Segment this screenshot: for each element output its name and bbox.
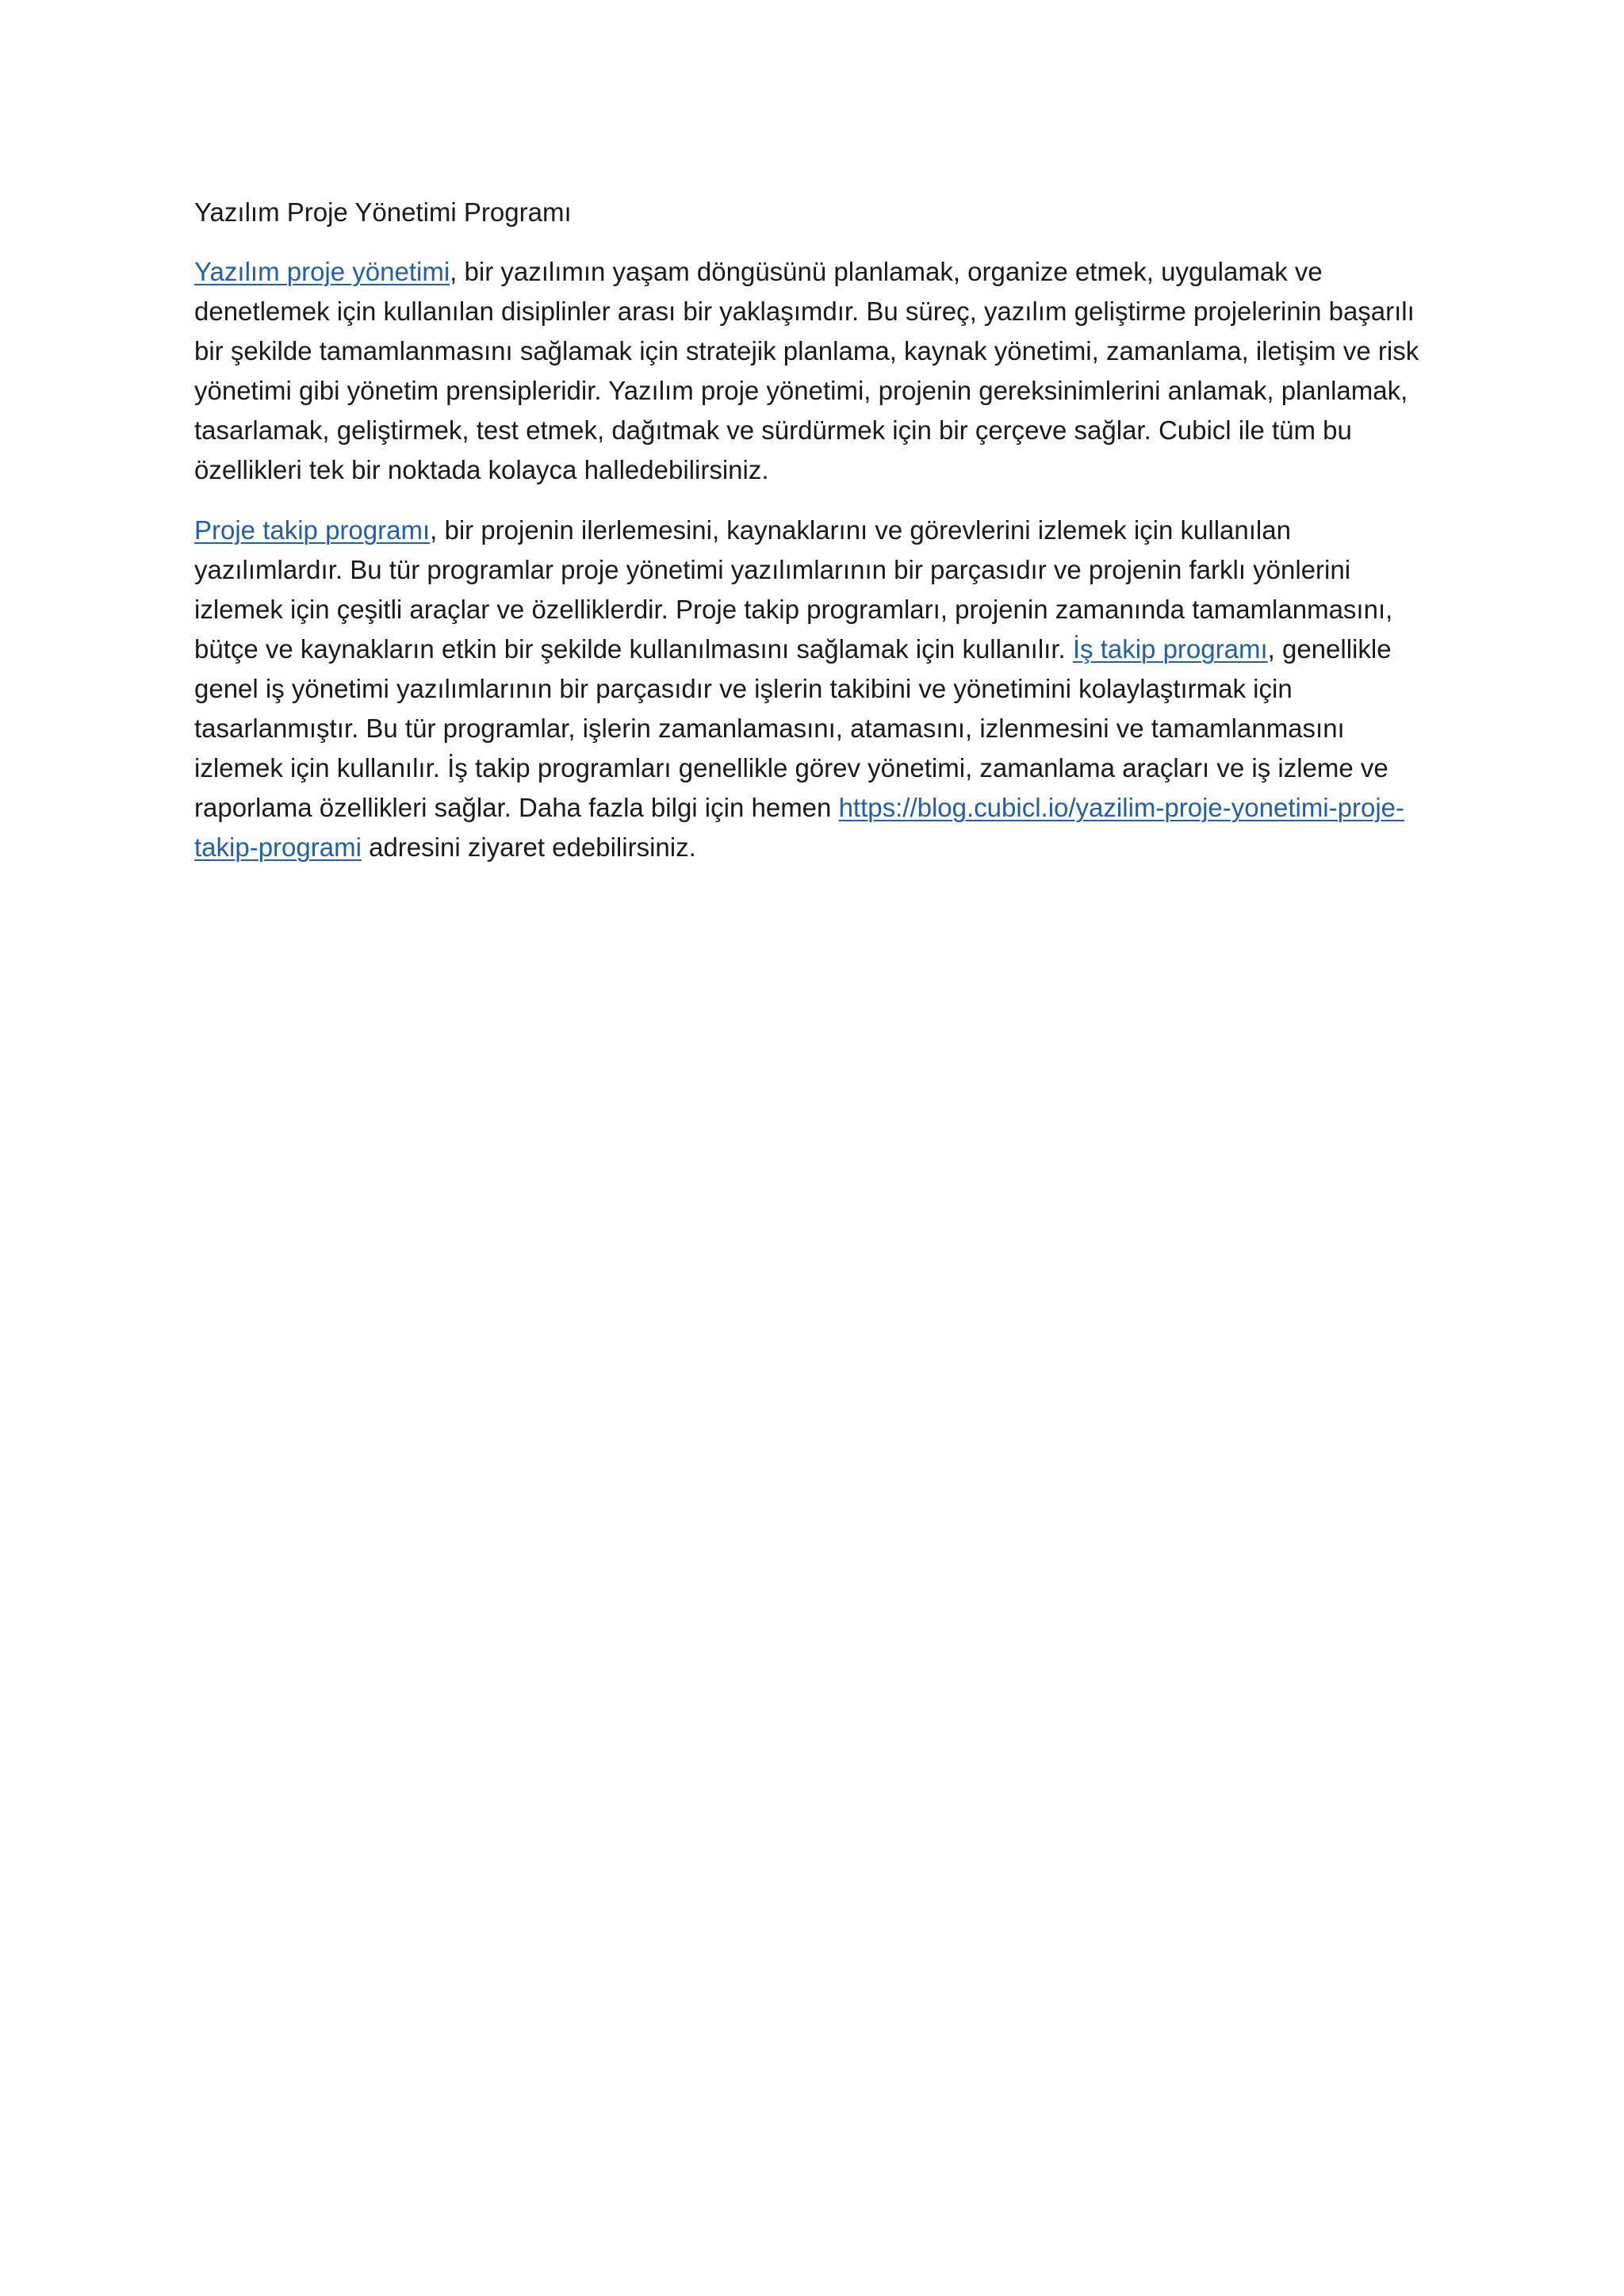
paragraph-project-tracking [194,511,1431,867]
paragraph2-text-3: adresini ziyaret edebilirsiniz. [361,832,696,862]
link-blog-url[interactable]: https://blog.cubicl.io/yazilim-proje-yonetimi-proje-takip-programi [194,793,1404,862]
link-software-project-management[interactable]: Yazılım proje yönetimi [194,257,450,286]
document-title: Yazılım Proje Yönetimi Programı [194,197,572,227]
document-page [194,195,1431,888]
paragraph2-text-2: , genellikle genel iş yönetimi yazılımlarının bir parçasıdır ve işlerin takibini ve yönetimini kolaylaştırmak için tasarlanmıştır. Bu tür programlar, işlerin zamanlamasını, atamasını, izlenmesini ve tamamlanmasını izlemek için kullanılır. İş takip programları genellikle görev yönetimi, zamanlama araçları ve iş izleme ve raporlama özellikleri sağlar. Daha fazla bilgi için hemen [194,634,1392,822]
link-job-tracking-program[interactable]: İş takip programı [1072,634,1268,664]
link-project-tracking-program[interactable]: Proje takip programı [194,515,431,545]
paragraph1-text: , bir yazılımın yaşam döngüsünü planlamak, organize etmek, uygulamak ve denetlemek için kullanılan disiplinler arası bir yaklaşımdır. Bu süreç, yazılım geliştirme projelerinin başarılı bir şekilde tamamlanmasını sağlamak için stratejik planlama, kaynak yönetimi, zamanlama, iletişim ve risk yönetimi gibi yönetim prensipleridir. Yazılım proje yönetimi, projenin gereksinimlerini anlamak, planlamak, tasarlamak, geliştirmek, test etmek, dağıtmak ve sürdürmek için bir çerçeve sağlar. Cubicl ile tüm bu özellikleri tek bir noktada kolayca halledebilirsiniz. [194,257,1419,484]
paragraph2-text-1: , bir projenin ilerlemesini, kaynaklarını ve görevlerini izlemek için kullanılan yazılımlardır. Bu tür programlar proje yönetimi yazılımlarının bir parçasıdır ve projenin farklı yönlerini izlemek için çeşitli araçlar ve özelliklerdir. Proje takip programları, projenin zamanında tamamlanmasını, bütçe ve kaynakların etkin bir şekilde kullanılmasını sağlamak için kullanılır. [194,515,1393,664]
paragraph-software-project-management [194,252,1431,490]
